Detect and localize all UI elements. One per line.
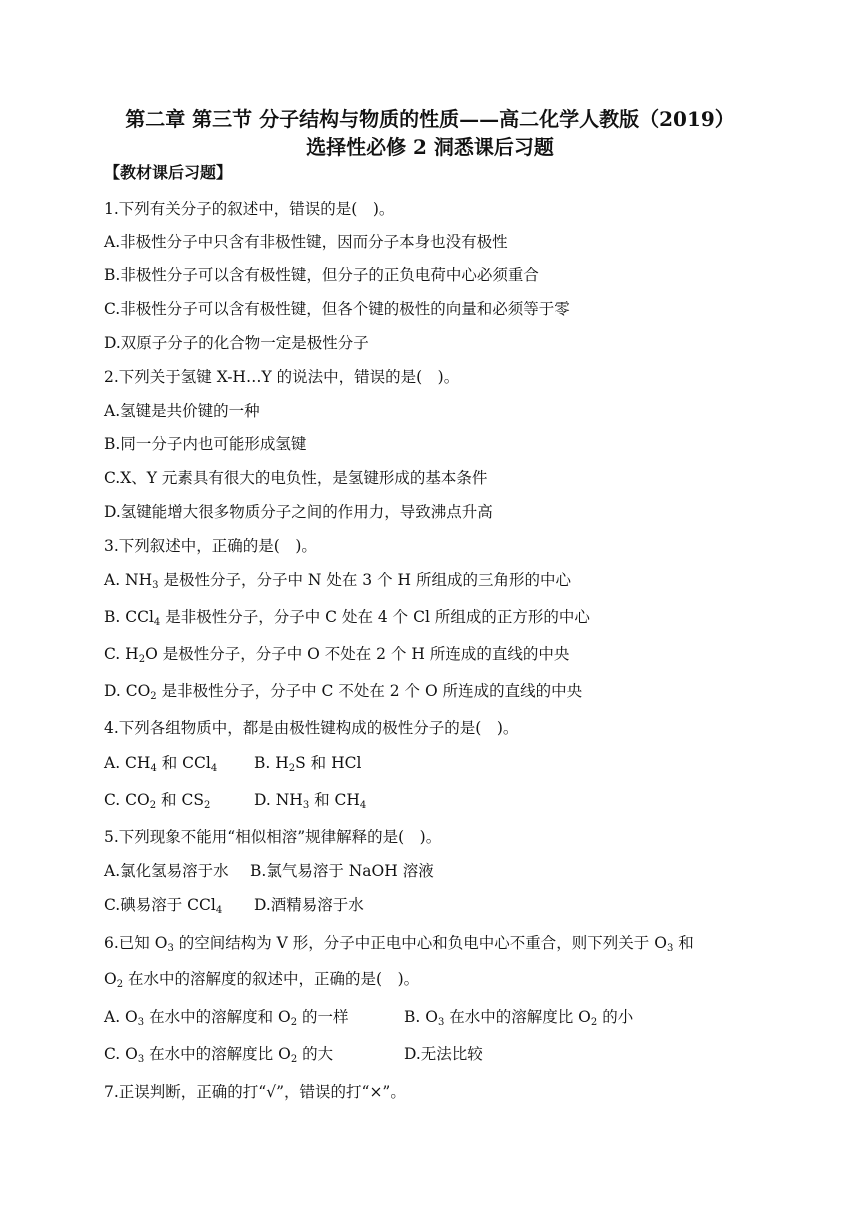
- q4-option-c: C. $CO_2$ 和 $CS_2$: [104, 791, 211, 811]
- q5-option-d: D.酒精易溶于水: [254, 896, 364, 914]
- q3-option-d: D. $CO_2$ 是非极性分子，分子中 C 不处在 2 个 O 所连成的直线的中央: [104, 682, 583, 702]
- q1-option-c: C.非极性分子可以含有极性键，但各个键的极性的向量和必须等于零: [104, 300, 570, 318]
- q7-stem: 7.正误判断，正确的打“√”，错误的打“×”。: [104, 1083, 406, 1101]
- q3-stem: 3.下列叙述中，正确的是( )。: [104, 537, 317, 555]
- q3-option-a: A. $NH_3$ 是极性分子，分子中 N 处在 3 个 H 所组成的三角形的中心: [104, 571, 571, 591]
- q6-option-c: C. $O_3$ 在水中的溶解度比 $O_2$ 的大: [104, 1045, 334, 1065]
- section-heading: 【教材课后习题】: [104, 163, 233, 182]
- q4-option-b: B. $H_2S$ 和 HCl: [254, 754, 362, 774]
- q4-option-a: A. $CH_4$ 和 CCl$_4$: [104, 754, 218, 774]
- q2-option-b: B.同一分子内也可能形成氢键: [104, 435, 307, 453]
- q4-stem: 4.下列各组物质中，都是由极性键构成的极性分子的是( )。: [104, 719, 519, 737]
- q5-option-c: C.碘易溶于 CCl$_4$: [104, 896, 223, 916]
- document-title-line1: 第二章 第三节 分子结构与物质的性质——高二化学人教版（2019）: [125, 107, 735, 131]
- q1-option-b: B.非极性分子可以含有极性键，但分子的正负电荷中心必须重合: [104, 266, 539, 284]
- q5-option-b: B.氯气易溶于 NaOH 溶液: [250, 862, 434, 880]
- q2-option-c: C.X、Y 元素具有很大的电负性，是氢键形成的基本条件: [104, 469, 488, 487]
- q2-stem: 2.下列关于氢键 X-H…Y 的说法中，错误的是( )。: [104, 368, 460, 386]
- q5-stem: 5.下列现象不能用“相似相溶”规律解释的是( )。: [104, 828, 442, 846]
- q2-option-a: A.氢键是共价键的一种: [104, 402, 260, 420]
- q6-option-d: D.无法比较: [404, 1045, 483, 1063]
- document-title-line2: 选择性必修 2 洞悉课后习题: [306, 135, 554, 159]
- q6-stem-line1: 6.已知 $O_3$ 的空间结构为 V 形，分子中正电中心和负电中心不重合，则下列关于 $O_3$ 和: [104, 934, 694, 954]
- q2-option-d: D.氢键能增大很多物质分子之间的作用力，导致沸点升高: [104, 503, 493, 521]
- q1-option-a: A.非极性分子中只含有非极性键，因而分子本身也没有极性: [104, 233, 508, 251]
- q1-stem: 1.下列有关分子的叙述中，错误的是( )。: [104, 200, 395, 218]
- q5-option-a: A.氯化氢易溶于水: [104, 862, 229, 880]
- q3-option-b: B. CCl$_4$ 是非极性分子，分子中 C 处在 4 个 Cl 所组成的正方形的中心: [104, 608, 590, 628]
- q6-option-a: A. $O_3$ 在水中的溶解度和 $O_2$ 的一样: [104, 1008, 349, 1028]
- q6-stem-line2: $O_2$ 在水中的溶解度的叙述中，正确的是( )。: [104, 970, 420, 990]
- q4-option-d: D. $NH_3$ 和 $CH_4$: [254, 791, 367, 811]
- q6-option-b: B. $O_3$ 在水中的溶解度比 $O_2$ 的小: [404, 1008, 634, 1028]
- q1-option-d: D.双原子分子的化合物一定是极性分子: [104, 334, 369, 352]
- q3-option-c: C. $H_2O$ 是极性分子，分子中 O 不处在 2 个 H 所连成的直线的中央: [104, 645, 570, 665]
